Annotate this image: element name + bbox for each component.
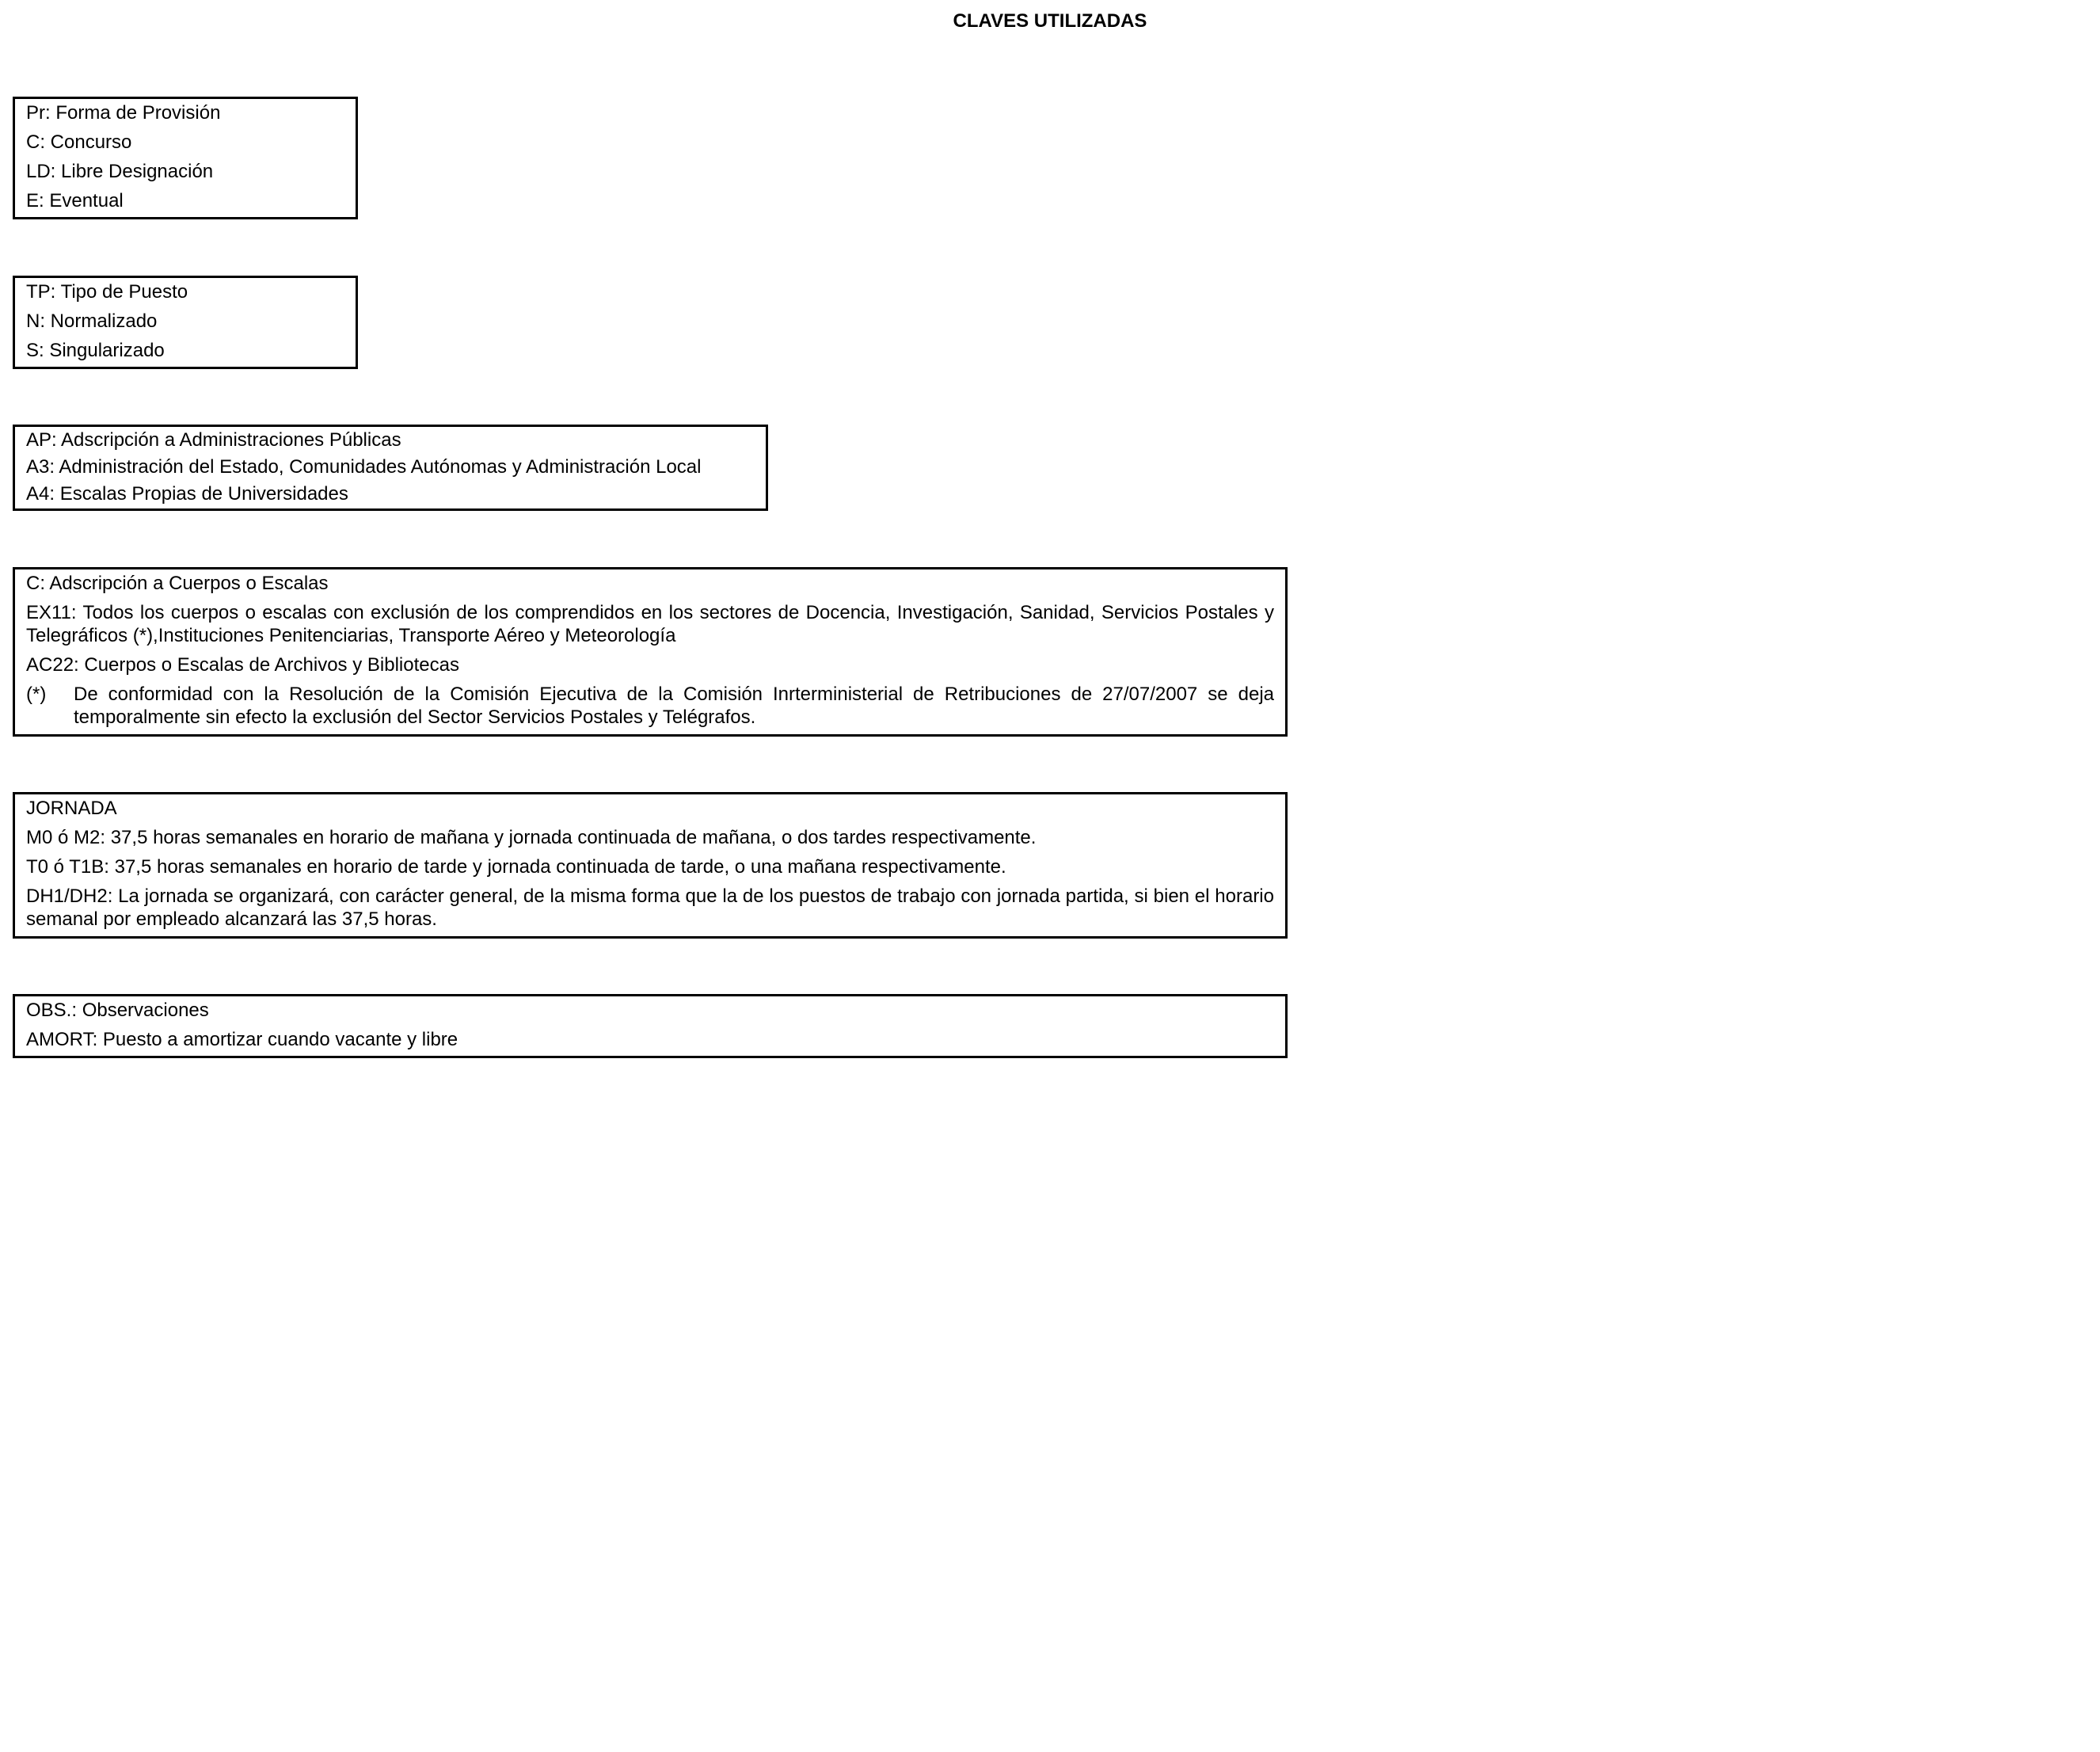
page-title: CLAVES UTILIZADAS: [953, 10, 1147, 32]
footnote-text: De conformidad con la Resolución de la Comisión Ejecutiva de la Comisión Inrterministerial de Retribuciones de 27/07/2007 se deja temporalmente sin efecto la exclusión del Sector Servicios Postales y Telégrafos.: [74, 684, 1274, 728]
tipo-puesto-item-normalizado: N: Normalizado: [26, 310, 158, 332]
adscripcion-ap-item-a3: A3: Administración del Estado, Comunidades Autónomas y Administración Local: [26, 456, 702, 478]
observaciones-item-amort: AMORT: Puesto a amortizar cuando vacante y libre: [26, 1029, 458, 1050]
observaciones-heading: OBS.: Observaciones: [26, 1000, 209, 1021]
jornada-legend-box: [13, 792, 1288, 939]
adscripcion-ap-legend-box: [13, 425, 768, 511]
adscripcion-ap-item-a4: A4: Escalas Propias de Universidades: [26, 483, 348, 505]
adscripcion-ap-heading: AP: Adscripción a Administraciones Públicas: [26, 429, 401, 451]
adscripcion-cuerpos-footnote: [26, 683, 1274, 729]
jornada-item-m0-m2: M0 ó M2: 37,5 horas semanales en horario de mañana y jornada continuada de mañana, o dos tardes respectivamente.: [26, 827, 1037, 848]
adscripcion-cuerpos-legend-box: [13, 567, 1288, 737]
jornada-item-t0-t1b: T0 ó T1B: 37,5 horas semanales en horario de tarde y jornada continuada de tarde, o una mañana respectivamente.: [26, 856, 1006, 878]
tipo-puesto-legend-box: [13, 276, 358, 369]
provision-item-eventual: E: Eventual: [26, 190, 124, 211]
footnote-mark: (*): [26, 684, 47, 705]
adscripcion-cuerpos-heading: C: Adscripción a Cuerpos o Escalas: [26, 573, 329, 594]
jornada-heading: JORNADA: [26, 798, 117, 819]
provision-heading: Pr: Forma de Provisión: [26, 102, 221, 124]
adscripcion-cuerpos-item-ac22: AC22: Cuerpos o Escalas de Archivos y Bibliotecas: [26, 654, 459, 676]
tipo-puesto-heading: TP: Tipo de Puesto: [26, 281, 188, 303]
provision-item-libre-designacion: LD: Libre Designación: [26, 161, 214, 182]
provision-item-concurso: C: Concurso: [26, 131, 132, 153]
tipo-puesto-item-singularizado: S: Singularizado: [26, 340, 165, 361]
jornada-item-dh1-dh2: DH1/DH2: La jornada se organizará, con carácter general, de la misma forma que la de los puestos de trabajo con jornada partida, si bien el horario semanal por empleado alcanzará las 37,5 horas.: [26, 886, 1274, 930]
provision-legend-box: [13, 97, 358, 219]
observaciones-legend-box: [13, 994, 1288, 1058]
adscripcion-cuerpos-item-ex11: EX11: Todos los cuerpos o escalas con exclusión de los comprendidos en los sectores de Docencia, Investigación, Sanidad, Servicios Postales y Telegráficos (*),Instituciones Penitenciarias, Transporte Aéreo y Meteorología: [26, 602, 1274, 646]
